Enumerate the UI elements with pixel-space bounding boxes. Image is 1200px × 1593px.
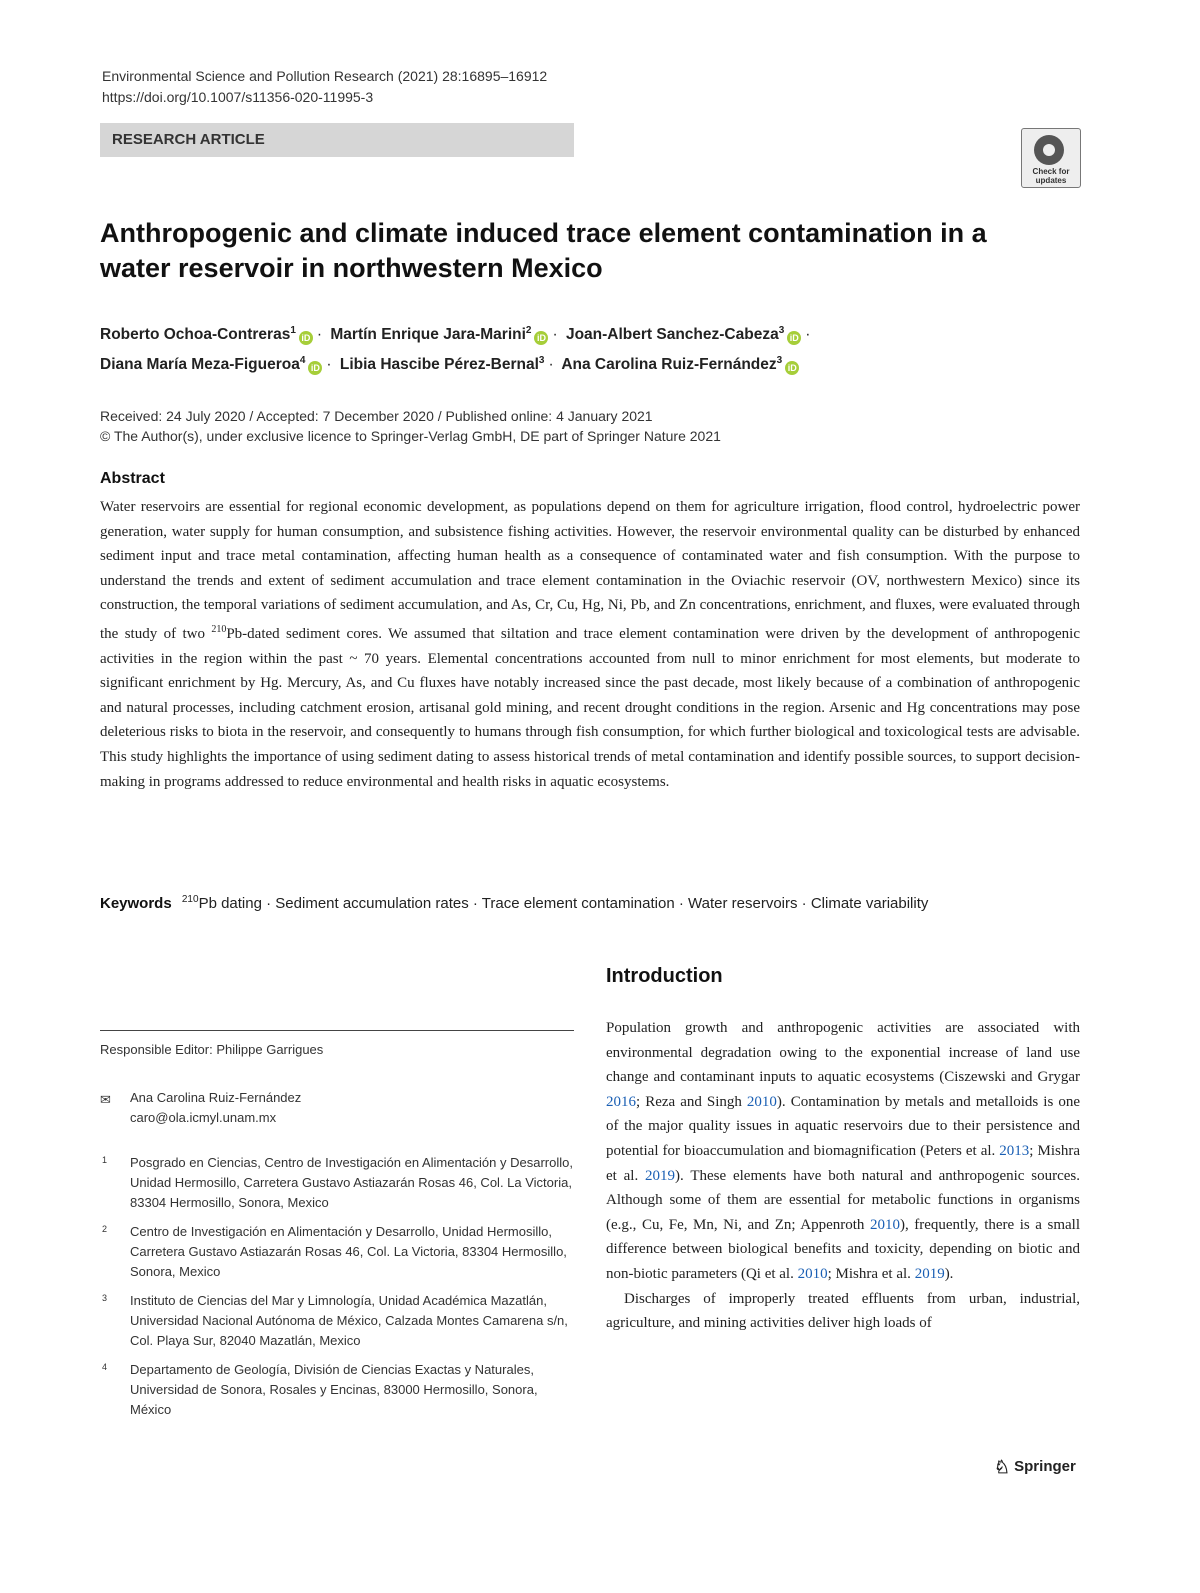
citation-link[interactable]: 2013 (999, 1142, 1030, 1159)
author[interactable]: Libia Hascibe Pérez-Bernal$^3$ (339, 355, 545, 374)
doi-link[interactable]: https://doi.org/10.1007/s11356-020-11995-3 (102, 89, 374, 105)
journal-header (102, 66, 547, 108)
crossmark-label: Check for updates (1032, 167, 1070, 185)
copyright-line: © The Author(s), under exclusive licence to Springer-Verlag GmbH, DE part of Springer Nature 2021 (100, 428, 721, 444)
keywords: Keywords $^{210}$Pb dating · Sediment accumulation rates · Trace element contamination · Water reservoirs · Climate variability (100, 894, 929, 912)
publisher-logo (994, 1457, 1076, 1478)
footnote-divider (100, 1030, 574, 1031)
orcid-icon[interactable]: iD (308, 361, 322, 375)
citation-link[interactable]: 2019 (914, 1265, 945, 1282)
intro-paragraph: Discharges of improperly treated effluents from urban, industrial, agriculture, and mining activities deliver high loads of (606, 1290, 1080, 1332)
intro-paragraph: Population growth and anthropogenic activities are associated with environmental degradation owing to the exponential increase of land use change and contaminant inputs to aquatic ecosystems (Ciszewski and Grygar 2016; Reza and Singh 2010). Contamination by metals and metalloids is one of the major quality issues in aquatic reservoirs due to their persistence and potential for bioaccumulation and biomagnification (Peters et al. 2013; Mishra et al. 2019). These elements have both natural and anthropogenic sources. Although some of them are essential for metabolic functions in organisms (e.g., Cu, Fe, Mn, Ni, and Zn; Appenroth 2010), frequently, there is a small difference between biological benefits and toxicity, depending on biotic and non-biotic parameters (Qi et al. 2010; Mishra et al. 2019). (606, 1020, 1080, 1282)
orcid-icon[interactable]: iD (787, 331, 801, 345)
crossmark-icon[interactable] (1021, 128, 1081, 188)
article-type-banner (100, 123, 574, 157)
keywords-label: Keywords (100, 895, 172, 912)
orcid-icon[interactable]: iD (299, 331, 313, 345)
article-type-label: RESEARCH ARTICLE (112, 131, 265, 148)
introduction-body (606, 1016, 1080, 1336)
author[interactable]: Diana María Meza-Figueroa$^4$iD (100, 356, 322, 373)
orcid-icon[interactable]: iD (534, 331, 548, 345)
citation-link[interactable]: 2010 (746, 1093, 777, 1110)
keyword[interactable]: $^{210}$Pb dating (181, 894, 262, 912)
publication-dates (100, 406, 1000, 446)
keyword[interactable]: Trace element contamination (481, 895, 675, 912)
article-title: Anthropogenic and climate induced trace element contamination in a water reservoir in northwestern Mexico (100, 218, 987, 283)
author-list: Roberto Ochoa-Contreras$^1$iD · Martín Enrique Jara-Marini$^2$iD · Joan-Albert Sanchez-Cabeza$^3$iD · Diana María Meza-Figueroa$^4$iD · Libia Hascibe Pérez-Bernal$^3$ · Ana Carolina Ruiz-Fernández$^3$iD (100, 325, 811, 374)
envelope-icon: ✉ (100, 1092, 111, 1107)
dates-line: Received: 24 July 2020 / Accepted: 7 December 2020 / Published online: 4 January 2021 (100, 408, 653, 424)
corresponding-name: Ana Carolina Ruiz-Fernández (130, 1090, 302, 1105)
author[interactable]: Martín Enrique Jara-Marini$^2$iD (330, 326, 548, 343)
keyword[interactable]: Sediment accumulation rates (275, 895, 469, 912)
citation-link[interactable]: 2019 (645, 1167, 676, 1184)
keyword[interactable]: Climate variability (810, 895, 929, 912)
orcid-icon[interactable]: iD (785, 361, 799, 375)
abstract-text: Water reservoirs are essential for regional economic development, as populations depend on them for agriculture irrigation, flood control, hydroelectric power generation, water supply for human consumption, and subsistence fishing activities. However, the reservoir environmental quality can be disturbed by enhanced sediment input and trace metal contamination, affecting human health as a consequence of contaminated water and fish consumption. With the purpose to understand the trends and extent of sediment accumulation and trace element contamination in the Oviachic reservoir (OV, northwestern Mexico) since its construction, the temporal variations of sediment accumulation, and As, Cr, Cu, Hg, Ni, Pb, and Zn concentrations, enrichment, and fluxes, were evaluated through the study of two $^{210}$Pb-dated sediment cores. We assumed that siltation and trace element contamination were driven by the development of anthropogenic activities in the region within the past ~ 70 years. Elemental concentrations accounted from null to minor enrichment for most elements, but moderate to significant enrichment by Hg. Mercury, As, and Cu fluxes have notably increased since the past decade, most likely because of a combination of anthropogenic and natural processes, including catchment erosion, artisanal gold mining, and recent drought conditions in the region. Arsenic and Hg concentrations may pose deleterious risks to biota in the reservoir, and consequently to humans through fish consumption, for which further biological and toxicological tests are advisable. This study highlights the importance of using sediment dating to assess historical trends of metal contamination and identify possible sources, to support decision-making in programs addressed to reduce environmental and health risks in aquatic ecosystems. (100, 499, 1081, 790)
abstract-heading: Abstract (100, 470, 165, 487)
citation-link[interactable]: 2010 (797, 1265, 828, 1282)
citation-link[interactable]: 2016 (606, 1093, 636, 1110)
author[interactable]: Roberto Ochoa-Contreras$^1$iD (100, 326, 313, 343)
corresponding-email[interactable]: caro@ola.icmyl.unam.mx (130, 1110, 277, 1125)
responsible-editor: Responsible Editor: Philippe Garrigues (100, 1042, 324, 1057)
keyword[interactable]: Water reservoirs (688, 895, 798, 912)
journal-citation: Environmental Science and Pollution Research (2021) 28:16895–16912 (102, 68, 548, 84)
citation-link[interactable]: 2010 (869, 1216, 900, 1233)
author[interactable]: Ana Carolina Ruiz-Fernández$^3$iD (561, 356, 799, 373)
introduction-heading: Introduction (606, 965, 723, 987)
author[interactable]: Joan-Albert Sanchez-Cabeza$^3$iD (566, 326, 801, 343)
publisher-name: Springer (1014, 1458, 1076, 1475)
springer-horse-icon: ♘ (994, 1457, 1011, 1477)
